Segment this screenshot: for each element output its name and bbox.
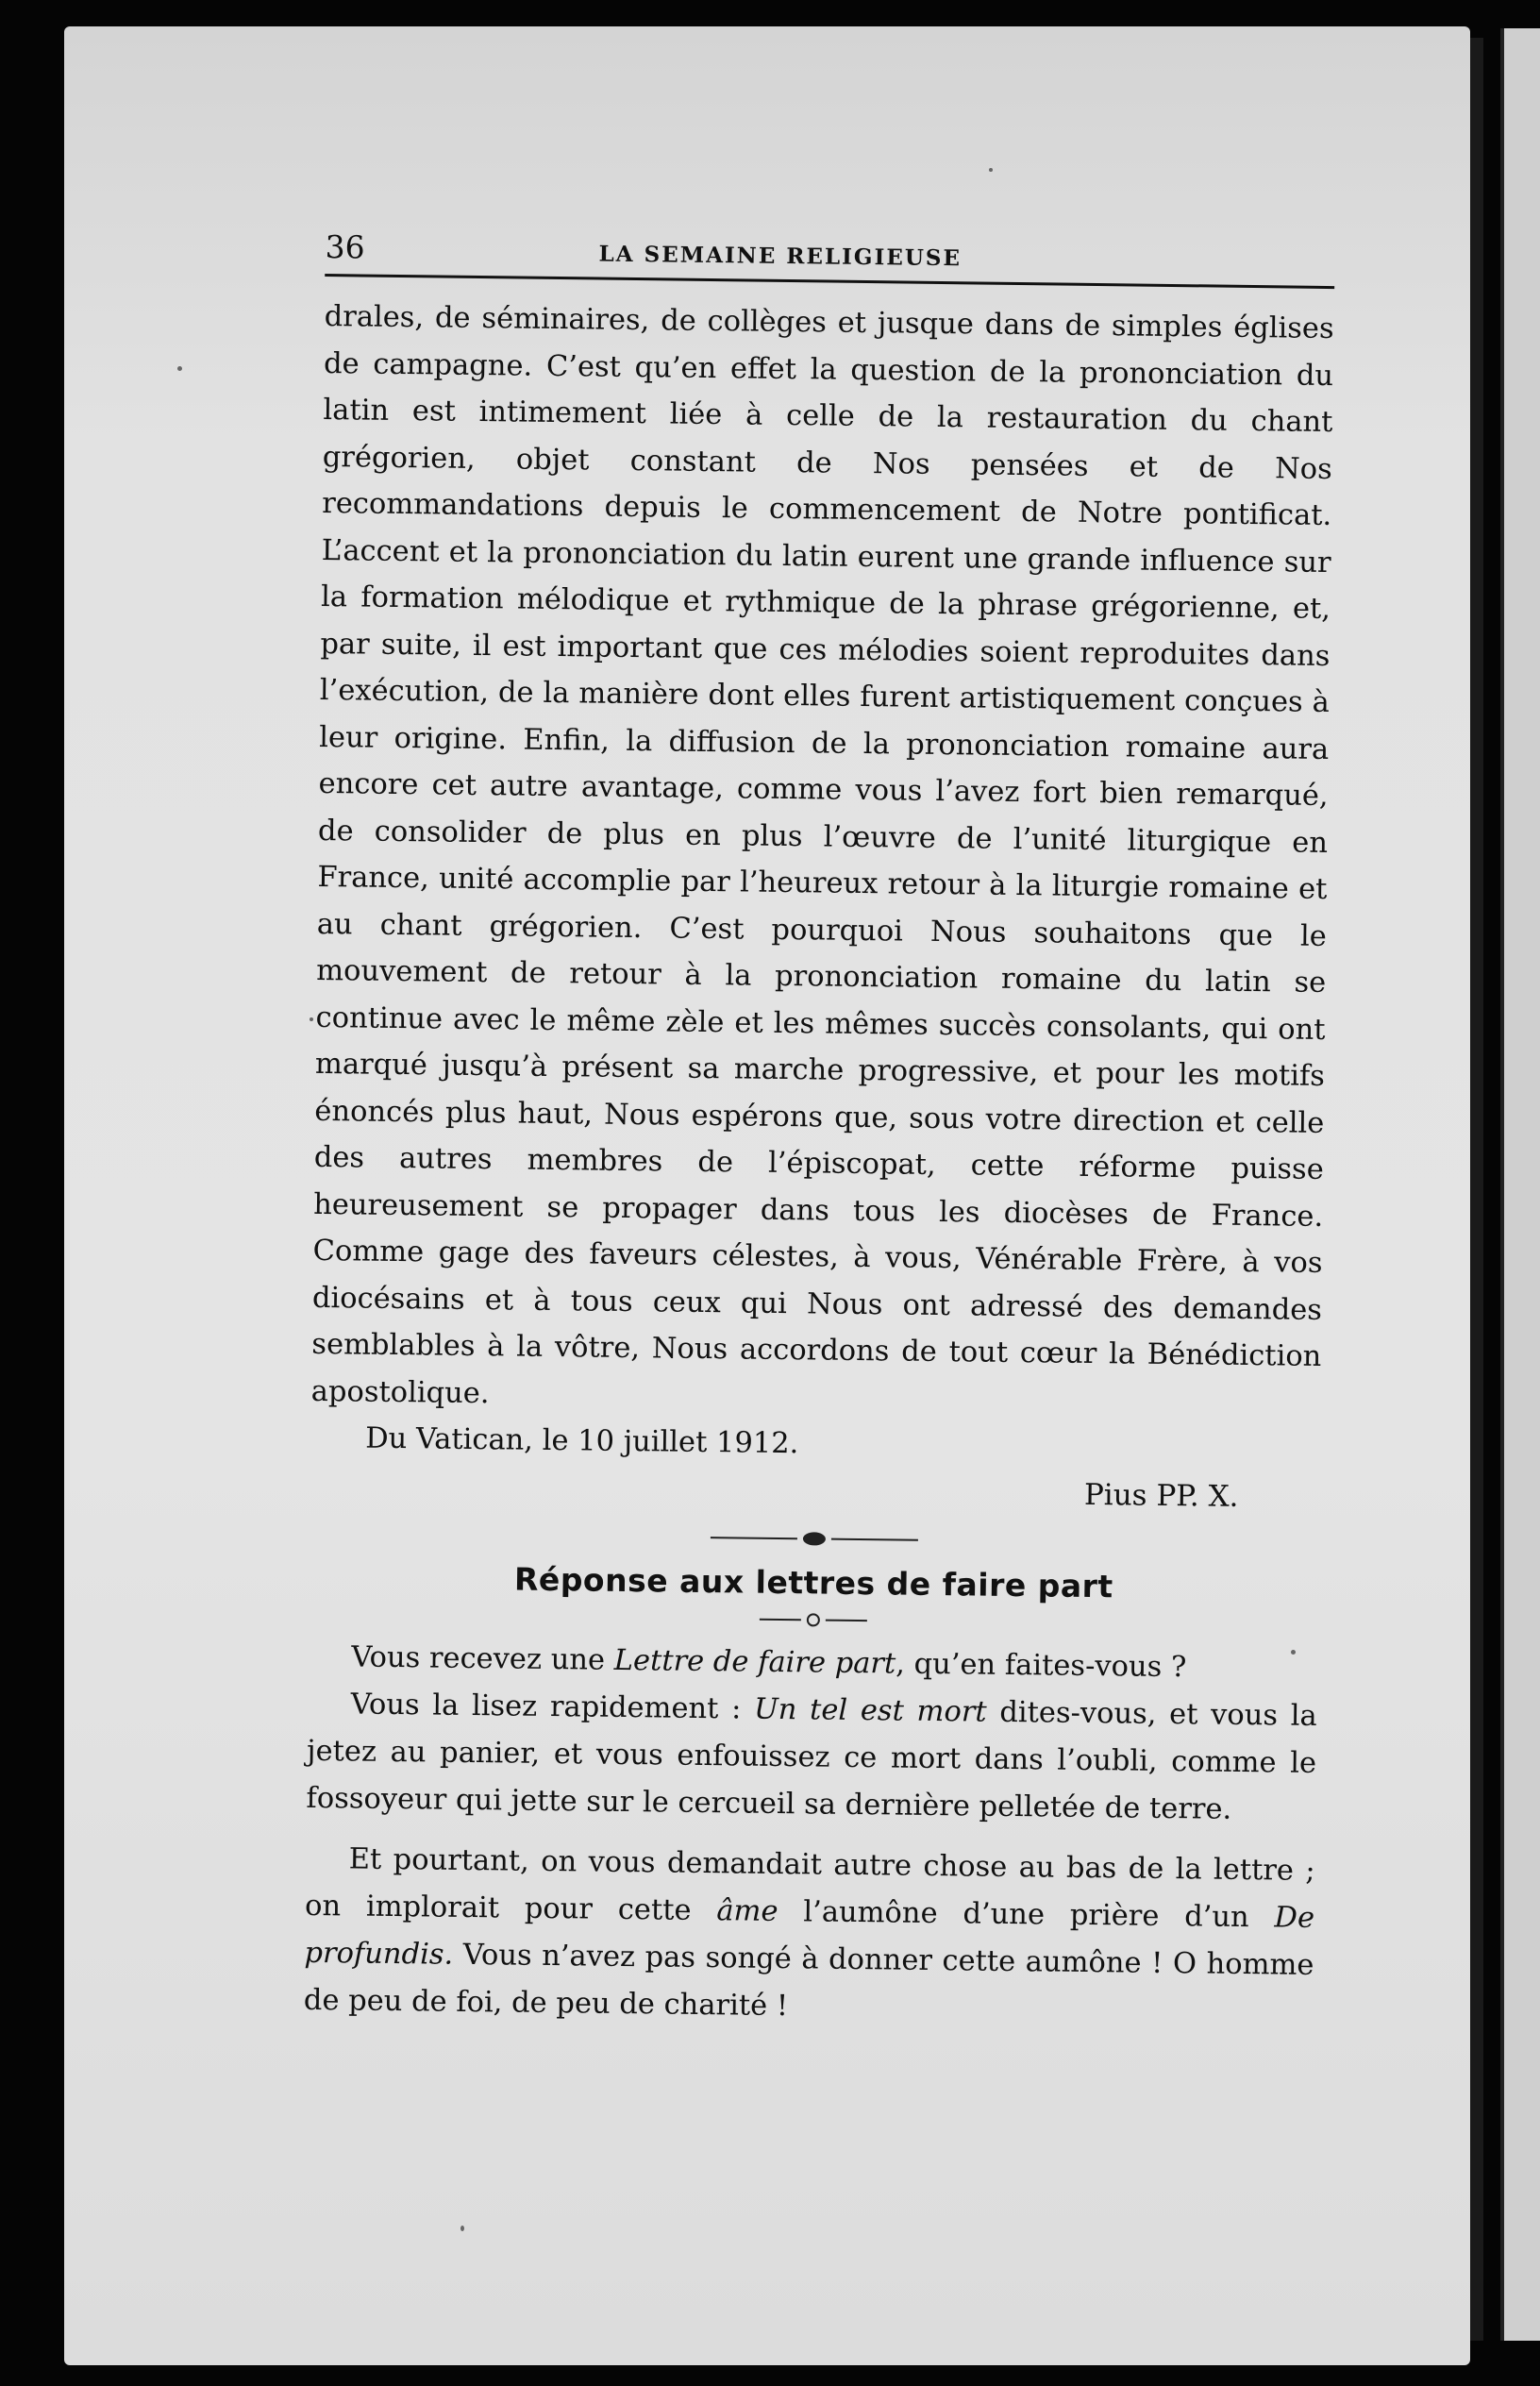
text-run: dites-vous, et vous la jetez au panier, et vous enfouissez ce mort dans l’oubli, comme le fossoyeur qui jette sur le cercueil sa dernière pelletée de terre. bbox=[306, 1695, 1317, 1826]
text-run: Vous la lisez rapidement : bbox=[350, 1688, 755, 1726]
divider-line bbox=[711, 1537, 797, 1539]
article-paragraph-3 bbox=[304, 1836, 1315, 2037]
article-title: Réponse aux lettres de faire part bbox=[513, 1560, 1113, 1605]
italic-run: Un tel est mort bbox=[753, 1692, 987, 1729]
divider-line bbox=[831, 1538, 918, 1541]
page-content bbox=[304, 217, 1335, 2037]
text-run: l’aumône d’une prière d’un bbox=[778, 1894, 1275, 1935]
text-run: Vous recevez une bbox=[351, 1640, 614, 1677]
running-header bbox=[325, 217, 1335, 289]
text-run: , qu’en faites-vous ? bbox=[896, 1647, 1187, 1685]
ornament-dash bbox=[826, 1620, 867, 1622]
ornament-circle bbox=[807, 1613, 820, 1626]
letter-dateline: Du Vatican, le 10 juillet 1912. bbox=[364, 1421, 799, 1461]
page-gutter-shadow bbox=[1470, 38, 1483, 2341]
text-run: Vous n’avez pas songé à donner cette aumône ! O homme de peu de foi, de peu de charité ! bbox=[303, 1938, 1314, 2024]
divider-fleuron bbox=[803, 1532, 826, 1545]
italic-run: Lettre de faire part bbox=[613, 1643, 896, 1681]
page-number: 36 bbox=[325, 227, 365, 266]
dust-speck bbox=[460, 2226, 464, 2231]
journal-title: LA SEMAINE RELIGIEUSE bbox=[598, 241, 962, 272]
dust-speck bbox=[989, 168, 993, 172]
section-divider-ornament bbox=[711, 1527, 918, 1551]
ornament-dash bbox=[760, 1619, 801, 1621]
adjacent-page-edge bbox=[1500, 28, 1540, 2341]
article-paragraph-2 bbox=[306, 1681, 1317, 1835]
italic-run: âme bbox=[716, 1894, 778, 1928]
italic-run: De profundis. bbox=[304, 1901, 1315, 1972]
text-run: Et pourtant, on vous demandait autre chose au bas de la lettre ; on implorait pour cette bbox=[304, 1842, 1315, 1928]
letter-signature: Pius PP. X. bbox=[1083, 1477, 1239, 1514]
letter-body: drales, de séminaires, de collèges et jusque dans de simples églises de campagne. C’est qu’en effet la question de la prononciation du latin est intimement liée à celle de la restauration du chant grégorien, objet constant de Nos pensées et de Nos recommandations depuis le commencement de Notre pontificat. L’accent et la prononciation du latin eurent une grande influence sur la formation mélodique et rythmique de la phrase grégorienne, et, par suite, il est important que ces mélodies soient reproduites dans l’exécution, de la manière dont elles furent artistiquement conçues à leur origine. Enfin, la diffusion de la prononciation romaine aura encore cet autre avantage, comme vous l’avez fort bien remarqué, de consolider de plus en plus l’œuvre de l’unité liturgique en France, unité accomplie par l’heureux retour à la liturgie romaine et au chant grégorien. C’est pourquoi Nous souhaitons que le mouvement de retour à la prononciation romaine du latin se continue avec le même zèle et les mêmes succès consolants, qui ont marqué jusqu’à présent sa marche progressive, et pour les motifs énoncés plus haut, Nous espérons que, sous votre direction et celle des autres membres de l’épiscopat, cette réforme puisse heureusement se propager dans tous les diocèses de France. Comme gage des faveurs célestes, à vous, Vénérable Frère, à vos diocésains et à tous ceux qui Nous ont adressé des demandes semblables à la vôtre, Nous accordons de tout cœur la Bénédiction apostolique. bbox=[310, 299, 1334, 1410]
dust-speck bbox=[310, 1017, 313, 1021]
dust-speck bbox=[177, 366, 182, 371]
